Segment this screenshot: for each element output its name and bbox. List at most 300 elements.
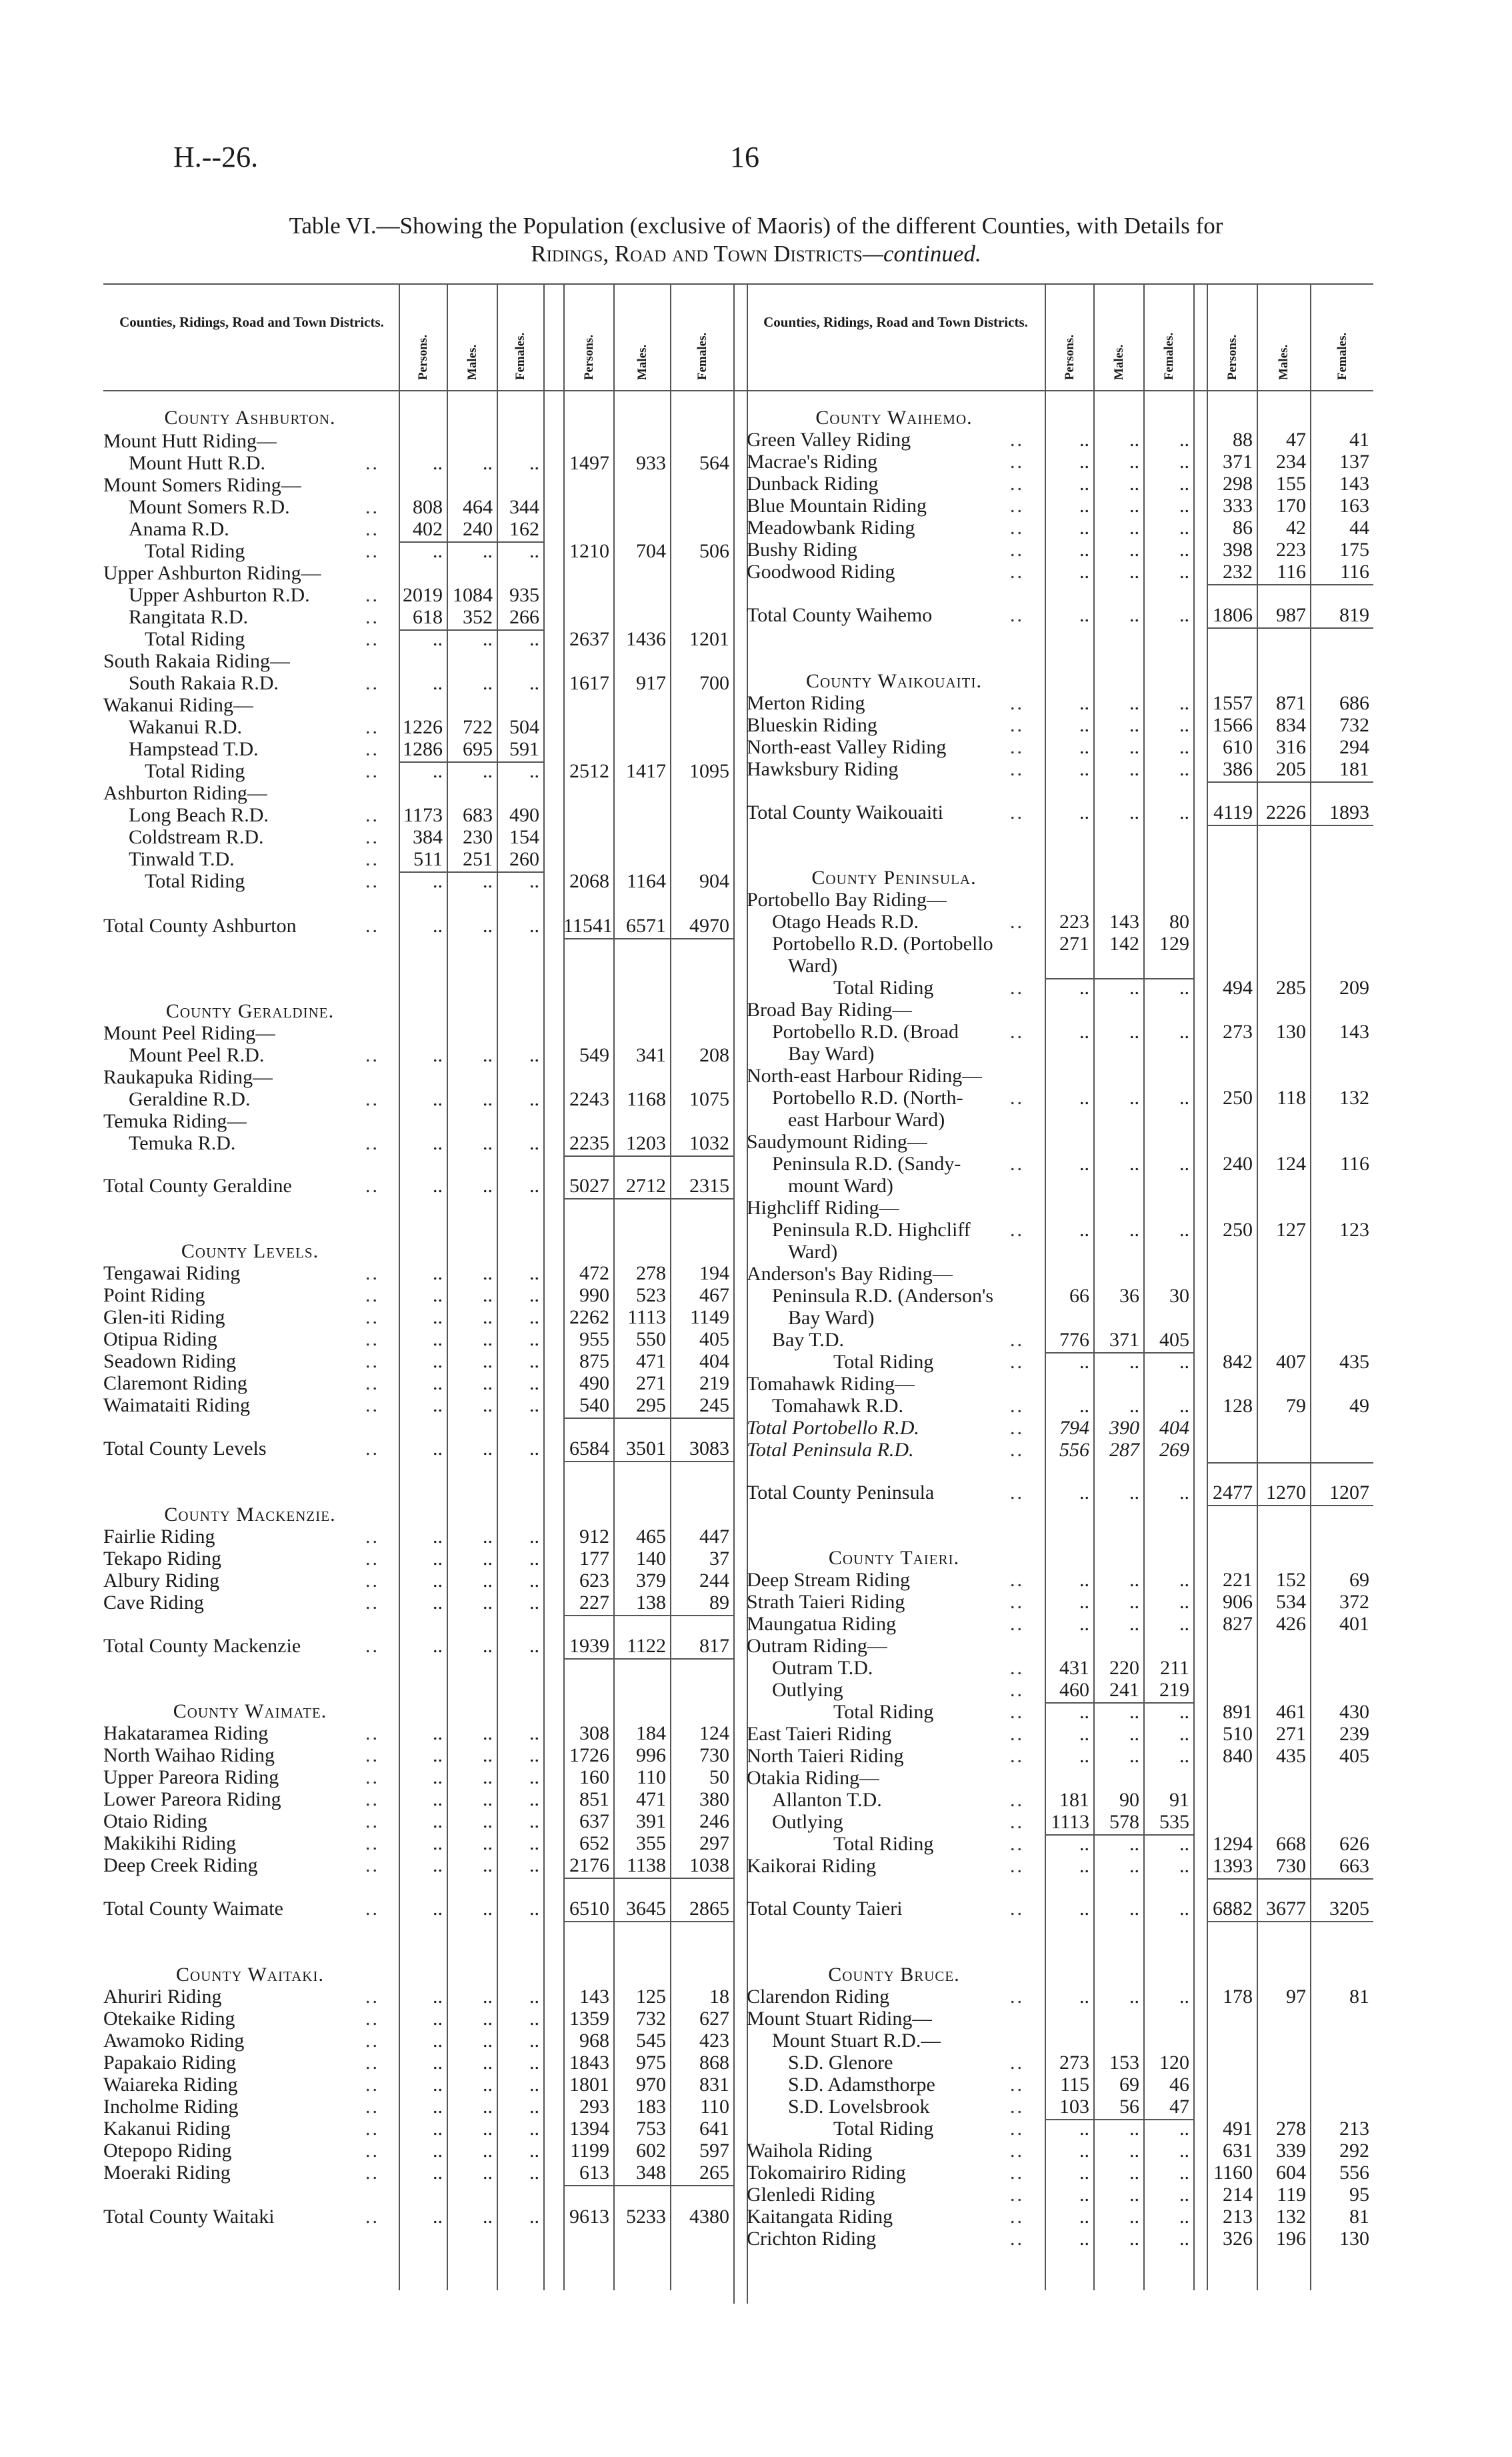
sub-males-value: 464 [463,496,493,518]
leader-dots: .. [365,1526,379,1548]
row-label: Total County Waitaki [103,2206,275,2228]
empty-cell-dots: .. [1079,2184,1089,2206]
persons-value: 250 [1223,1219,1253,1241]
leader-dots: .. [1010,1855,1024,1877]
females-value: 132 [1339,1087,1369,1109]
table-row [0,2206,1512,2228]
table-row [0,1263,1512,1285]
column-header-females: Females. [513,332,527,380]
empty-cell-dots: .. [1079,539,1089,561]
sub-persons-value: 511 [413,848,443,870]
females-value: 868 [699,2052,729,2074]
females-value: 41 [1349,429,1369,451]
row-label: Temuka Riding— [103,1110,247,1132]
empty-cell-dots: .. [1079,1986,1089,2008]
table-row [0,1526,1512,1548]
sub-persons-value: 2019 [403,584,443,606]
column-header-males: Males. [1111,344,1126,380]
males-value: 1203 [626,1132,666,1154]
persons-value: 240 [1223,1153,1253,1175]
persons-value: 623 [579,1570,609,1592]
row-label: Saudymount Riding— [747,1131,927,1153]
table-row [0,758,1512,780]
table-row [0,933,1512,955]
row-label: Outlying [772,1679,843,1701]
empty-cell-dots: .. [1129,473,1139,495]
sub-females-value: 46 [1169,2074,1189,2096]
empty-cell-dots: .. [483,2162,493,2184]
table-row [0,1109,1512,1131]
sub-persons-value: 794 [1059,1417,1089,1439]
leader-dots: .. [1010,604,1024,626]
empty-cell-dots: .. [1129,1021,1139,1043]
empty-cell-dots: .. [1179,2228,1189,2250]
leader-dots: .. [365,1766,379,1788]
empty-cell-dots: .. [1179,1569,1189,1591]
table-row [0,999,1512,1021]
males-value: 285 [1276,977,1306,999]
persons-value: 1199 [570,2140,609,2162]
row-label: Dunback Riding [747,473,879,495]
empty-cell-dots: .. [1129,604,1139,626]
females-value: 372 [1339,1591,1369,1613]
empty-cell-dots: .. [433,1832,443,1854]
empty-cell-dots: .. [1179,1855,1189,1877]
persons-value: 4119 [1213,801,1253,823]
leader-dots: .. [365,1788,379,1810]
row-label: Total Riding [145,628,245,650]
males-value: 316 [1276,736,1306,758]
table-row [0,1043,1512,1065]
persons-value: 827 [1223,1613,1253,1635]
leader-dots: .. [365,1722,379,1744]
persons-value: 250 [1223,1087,1253,1109]
row-label: Otepopo Riding [103,2140,232,2162]
table-row [0,628,1512,650]
empty-cell-dots: .. [1129,1855,1139,1877]
males-value: 426 [1276,1613,1306,1635]
county-heading-label: County Levels. [181,1240,319,1262]
empty-cell-dots: .. [529,2118,539,2140]
empty-cell-dots: .. [529,1284,539,1306]
empty-cell-dots: .. [1079,1021,1089,1043]
empty-cell-dots: .. [1179,758,1189,780]
leader-dots: .. [1010,1087,1024,1109]
empty-cell-dots: .. [1079,736,1089,758]
females-value: 208 [699,1044,729,1066]
row-label: Total Riding [833,1351,934,1373]
table-row [0,1613,1512,1635]
leader-dots: .. [365,606,379,628]
row-label: Hakataramea Riding [103,1722,269,1744]
leader-dots: .. [1010,1811,1024,1833]
sub-persons-value: 402 [413,518,443,540]
empty-cell-dots: .. [483,1262,493,1284]
empty-cell-dots: .. [1079,1482,1089,1504]
empty-cell-dots: .. [1079,2206,1089,2228]
empty-cell-dots: .. [483,2030,493,2052]
empty-cell-dots: .. [1129,2118,1139,2140]
males-value: 341 [636,1044,666,1066]
county-heading [0,407,1512,429]
leader-dots: .. [365,1132,379,1154]
row-label: Long Beach R.D. [129,804,269,826]
males-value: 234 [1276,451,1306,473]
empty-cell-dots: .. [529,1722,539,1744]
table-row [0,1635,1512,1657]
females-value: 564 [699,452,729,474]
row-label: Outram Riding— [747,1635,887,1657]
females-value: 831 [699,2074,729,2096]
row-label: South Rakaia Riding— [103,650,290,672]
empty-cell-dots: .. [529,2030,539,2052]
total-rule [1207,1921,1373,1922]
row-label: Upper Ashburton R.D. [129,584,310,606]
leader-dots: .. [1010,1723,1024,1745]
empty-cell-dots: .. [483,1088,493,1110]
row-label: S.D. Lovelsbrook [788,2096,930,2118]
empty-cell-dots: .. [529,540,539,562]
empty-cell-dots: .. [433,2096,443,2118]
leader-dots: .. [365,584,379,606]
sub-males-value: 352 [463,606,493,628]
empty-cell-dots: .. [433,760,443,782]
males-value: 5233 [626,2206,666,2228]
females-value: 1207 [1329,1482,1369,1504]
leader-dots: .. [365,2052,379,2074]
males-value: 1122 [627,1635,666,1657]
table-row [0,1285,1512,1307]
sub-females-value: 405 [1159,1329,1189,1351]
table-row [0,2052,1512,2074]
females-value: 3083 [689,1438,729,1460]
county-heading-label: County Waitaki. [176,1964,324,1986]
leader-dots: .. [1010,1679,1024,1701]
table-row [0,650,1512,672]
persons-value: 1294 [1213,1833,1253,1855]
row-label: Waimataiti Riding [103,1394,251,1416]
row-label: Wakanui R.D. [129,716,243,738]
empty-cell-dots: .. [483,1986,493,2008]
empty-cell-dots: .. [433,2162,443,2184]
empty-cell-dots: .. [529,870,539,892]
males-value: 124 [1276,1153,1306,1175]
row-label: Tokomairiro Riding [747,2162,906,2184]
empty-cell-dots: .. [529,2074,539,2096]
leader-dots: .. [365,848,379,870]
table-row [0,889,1512,911]
leader-dots: .. [1010,495,1024,517]
row-label: Total County Levels [103,1438,267,1460]
females-value: 246 [699,1810,729,1832]
leader-dots: .. [1010,1417,1024,1439]
persons-value: 2512 [569,760,609,782]
column-header-females: Females. [695,332,709,380]
table-row [0,1241,1512,1263]
row-label: Total Riding [145,870,245,892]
males-value: 2226 [1266,801,1306,823]
empty-cell-dots: .. [433,1788,443,1810]
empty-cell-dots: .. [1179,1723,1189,1745]
row-label: Fairlie Riding [103,1526,215,1548]
leader-dots: .. [1010,1153,1024,1175]
empty-cell-dots: .. [529,1635,539,1657]
empty-cell-dots: .. [433,915,443,937]
row-label: Waiareka Riding [103,2074,238,2096]
sub-males-value: 683 [463,804,493,826]
table-row [0,1569,1512,1591]
table-row [0,1482,1512,1504]
table-row [0,1329,1512,1351]
row-label: Total County Waihemo [747,604,933,626]
persons-value: 990 [579,1284,609,1306]
empty-cell-dots: .. [433,2140,443,2162]
empty-cell-dots: .. [1179,801,1189,823]
table-row [0,1175,1512,1197]
row-label: Otekaike Riding [103,2008,235,2030]
empty-cell-dots: .. [1079,758,1089,780]
sub-males-value: 240 [463,518,493,540]
females-value: 1032 [689,1132,729,1154]
empty-cell-dots: .. [433,1372,443,1394]
females-value: 380 [699,1788,729,1810]
row-label: Tinwald T.D. [129,848,235,870]
persons-value: 549 [579,1044,609,1066]
females-value: 244 [699,1570,729,1592]
empty-cell-dots: .. [1179,473,1189,495]
persons-value: 227 [579,1592,609,1614]
table-row [0,1855,1512,1877]
sub-persons-value: 776 [1059,1329,1089,1351]
females-value: 663 [1339,1855,1369,1877]
males-value: 152 [1276,1569,1306,1591]
row-label: Tomahawk Riding— [747,1373,915,1395]
empty-cell-dots: .. [483,1810,493,1832]
leader-dots: .. [1010,2184,1024,2206]
females-value: 194 [699,1262,729,1284]
males-value: 871 [1276,692,1306,714]
sub-females-value: 30 [1169,1285,1189,1307]
males-value: 3645 [626,1898,666,1920]
persons-value: 2068 [569,870,609,892]
column-header-females: Females. [1161,332,1176,380]
empty-cell-dots: .. [1129,1087,1139,1109]
row-label: Rangitata R.D. [129,606,249,628]
row-label: Temuka R.D. [129,1132,236,1154]
table-row [0,1591,1512,1613]
persons-value: 891 [1223,1701,1253,1723]
row-label: North Waihao Riding [103,1744,275,1766]
empty-cell-dots: .. [1079,2118,1089,2140]
females-value: 435 [1339,1351,1369,1373]
empty-cell-dots: .. [1129,736,1139,758]
empty-cell-dots: .. [1079,451,1089,473]
row-label: Waihola Riding [747,2140,873,2162]
leader-dots: .. [365,2206,379,2228]
table-title: Table VI.—Showing the Population (exclusive of Maoris) of the different Counties, with Details for [289,213,1223,239]
females-value: 1893 [1329,801,1369,823]
empty-cell-dots: .. [1129,1613,1139,1635]
empty-cell-dots: .. [529,2140,539,2162]
empty-cell-dots: .. [483,1766,493,1788]
row-label: Mount Hutt Riding— [103,430,277,452]
leader-dots: .. [365,1592,379,1614]
empty-cell-dots: .. [433,1766,443,1788]
persons-value: 9613 [569,2206,609,2228]
males-value: 1138 [627,1854,666,1876]
row-label: Tekapo Riding [103,1548,222,1570]
males-value: 3677 [1266,1898,1306,1920]
empty-cell-dots: .. [433,1132,443,1154]
county-heading [0,1547,1512,1569]
persons-value: 333 [1223,495,1253,517]
leader-dots: .. [1010,736,1024,758]
table-row [0,1197,1512,1219]
empty-cell-dots: .. [1129,714,1139,736]
sub-males-value: 251 [463,848,493,870]
row-label: Upper Pareora Riding [103,1766,279,1788]
empty-cell-dots: .. [1079,2140,1089,2162]
empty-cell-dots: .. [483,1898,493,1920]
sub-females-value: 80 [1169,911,1189,933]
persons-value: 1566 [1213,714,1253,736]
empty-cell-dots: .. [1179,1087,1189,1109]
row-label: Portobello R.D. (Portobello [772,933,993,955]
leader-dots: .. [365,1262,379,1284]
empty-cell-dots: .. [529,452,539,474]
leader-dots: .. [1010,1329,1024,1351]
empty-cell-dots: .. [1079,1613,1089,1635]
empty-cell-dots: .. [1179,2184,1189,2206]
sub-males-value: 153 [1109,2052,1139,2074]
table-row [0,1087,1512,1109]
empty-cell-dots: .. [1129,758,1139,780]
county-heading-label: County Waimate. [173,1700,327,1722]
sub-males-value: 287 [1109,1439,1139,1461]
empty-cell-dots: .. [433,1548,443,1570]
county-heading [0,1964,1512,1986]
row-label: Anderson's Bay Riding— [747,1263,953,1285]
sub-males-value: 722 [463,716,493,738]
table-row [0,1833,1512,1855]
males-value: 704 [636,540,666,562]
leader-dots: .. [365,1438,379,1460]
leader-dots: .. [1010,911,1024,933]
row-label: Awamoko Riding [103,2030,245,2052]
empty-cell-dots: .. [483,1132,493,1154]
table-row [0,2140,1512,2162]
empty-cell-dots: .. [529,1262,539,1284]
empty-cell-dots: .. [433,2008,443,2030]
females-value: 401 [1339,1613,1369,1635]
county-heading-label: County Waikouaiti. [806,670,982,692]
table-row [0,736,1512,758]
males-value: 970 [636,2074,666,2096]
empty-cell-dots: .. [1179,1219,1189,1241]
empty-cell-dots: .. [433,1438,443,1460]
county-heading-label: County Mackenzie. [164,1504,336,1526]
table-row [0,495,1512,517]
empty-cell-dots: .. [433,1810,443,1832]
empty-cell-dots: .. [433,1635,443,1657]
table-row [0,561,1512,583]
sub-males-value: 90 [1119,1789,1139,1811]
sub-females-value: 162 [509,518,539,540]
persons-value: 968 [579,2030,609,2052]
leader-dots: .. [365,496,379,518]
females-value: 265 [699,2162,729,2184]
empty-cell-dots: .. [1179,1482,1189,1504]
males-value: 471 [636,1350,666,1372]
empty-cell-dots: .. [1179,1833,1189,1855]
females-value: 405 [699,1328,729,1350]
males-value: 917 [636,672,666,694]
empty-cell-dots: .. [433,1284,443,1306]
males-value: 732 [636,2008,666,2030]
empty-cell-dots: .. [529,672,539,694]
leader-dots: .. [1010,1591,1024,1613]
persons-value: 2637 [569,628,609,650]
row-label: Mount Peel R.D. [129,1044,265,1066]
males-value: 348 [636,2162,666,2184]
empty-cell-dots: .. [529,628,539,650]
empty-cell-dots: .. [433,1744,443,1766]
empty-cell-dots: .. [1179,495,1189,517]
persons-value: 510 [1223,1723,1253,1745]
table-row [0,1417,1512,1439]
empty-cell-dots: .. [483,1284,493,1306]
females-value: 294 [1339,736,1369,758]
males-value: 987 [1276,604,1306,626]
row-label: Portobello Bay Riding— [747,889,947,911]
empty-cell-dots: .. [529,1438,539,1460]
females-value: 423 [699,2030,729,2052]
sub-females-value: 129 [1159,933,1189,955]
leader-dots: .. [365,1744,379,1766]
persons-value: 494 [1223,977,1253,999]
row-label: Point Riding [103,1284,205,1306]
total-rule [1207,627,1373,629]
males-value: 170 [1276,495,1306,517]
empty-cell-dots: .. [1179,1701,1189,1723]
females-value: 130 [1339,2228,1369,2250]
row-label: Strath Taieri Riding [747,1591,905,1613]
empty-cell-dots: .. [1079,561,1089,583]
empty-cell-dots: .. [529,1088,539,1110]
leader-dots: .. [1010,1482,1024,1504]
sub-persons-value: 1286 [403,738,443,760]
empty-cell-dots: .. [529,915,539,937]
county-heading-label: County Waihemo. [815,407,973,429]
persons-value: 1394 [569,2118,609,2140]
table-row [0,1767,1512,1789]
sub-females-value: 47 [1169,2096,1189,2118]
empty-cell-dots: .. [1079,2162,1089,2184]
row-label: East Taieri Riding [747,1723,892,1745]
row-label: Total Riding [833,2118,934,2140]
row-label: Glenledi Riding [747,2184,875,2206]
table-row [0,1395,1512,1417]
row-label: Upper Ashburton Riding— [103,562,321,584]
empty-cell-dots: .. [1179,539,1189,561]
table-row [0,539,1512,561]
males-value: 523 [636,1284,666,1306]
sub-females-value: 260 [509,848,539,870]
leader-dots: .. [1010,539,1024,561]
leader-dots: .. [365,2140,379,2162]
table-row [0,1701,1512,1723]
leader-dots: .. [365,1394,379,1416]
